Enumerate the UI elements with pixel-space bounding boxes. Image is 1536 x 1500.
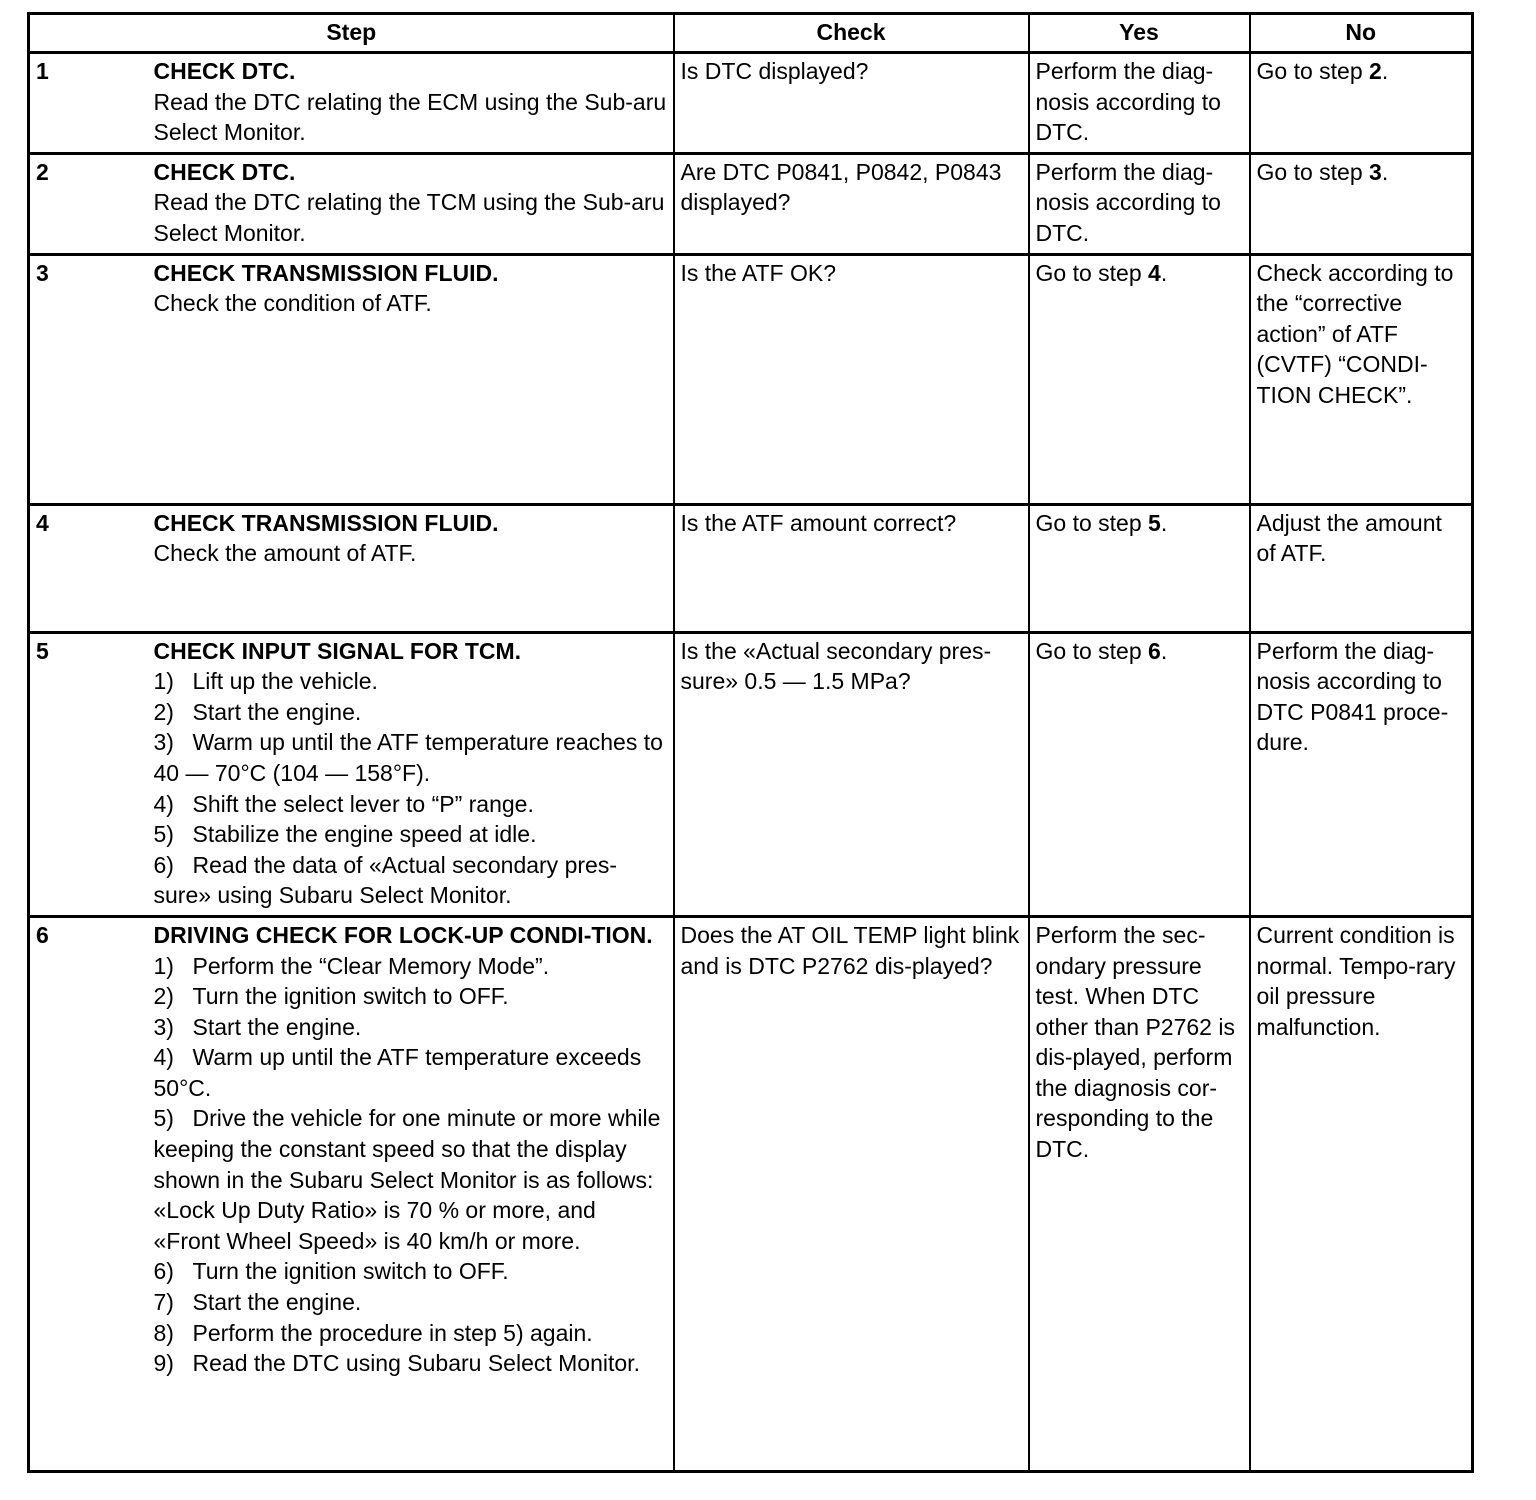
substep	[154, 727, 667, 788]
substep-text: Read the DTC using Subaru Select Monitor.	[192, 1350, 640, 1377]
substep-text: Start the engine.	[192, 1013, 362, 1040]
header-step: Step	[29, 14, 674, 53]
substep-number: 1)	[153, 668, 174, 695]
substep-text: Read the data of «Actual secondary pres-sure» using Subaru Select Monitor.	[153, 851, 617, 909]
table-row	[29, 153, 1473, 254]
step-number: 3	[29, 254, 148, 504]
yes-text: Go to step	[1035, 509, 1149, 536]
check-cell: Does the AT OIL TEMP light blink and is DTC P2762 dis-played?	[674, 916, 1029, 1471]
yes-cell: Perform the sec-ondary pressure test. When DTC other than P2762 is dis-played, perform the diagnosis cor-responding to the DTC.	[1029, 916, 1250, 1471]
substep	[154, 666, 667, 697]
step-cell	[148, 916, 674, 1471]
step-cell	[148, 254, 674, 504]
step-ref: 6	[1148, 637, 1161, 664]
substep-text: Perform the procedure in step 5) again.	[192, 1319, 593, 1346]
no-text: Go to step	[1256, 158, 1370, 185]
yes-cell	[1029, 632, 1250, 916]
substep-number: 6)	[153, 851, 174, 878]
substep-text: Stabilize the engine speed at idle.	[192, 821, 537, 848]
substep	[154, 1287, 667, 1318]
yes-text: Go to step	[1035, 259, 1149, 286]
yes-cell: Perform the diag-nosis according to DTC.	[1029, 53, 1250, 154]
substep-number: 5)	[153, 1105, 174, 1132]
substep-number: 2)	[153, 698, 174, 725]
substep-text: Perform the “Clear Memory Mode”.	[192, 952, 550, 979]
header-check: Check	[674, 14, 1029, 53]
substep	[154, 1103, 667, 1256]
yes-suffix: .	[1160, 637, 1168, 664]
substep	[154, 1012, 667, 1043]
yes-suffix: .	[1160, 259, 1168, 286]
no-cell: Current condition is normal. Tempo-rary oil pressure malfunction.	[1250, 916, 1473, 1471]
substep	[154, 819, 667, 850]
substep-number: 4)	[153, 790, 174, 817]
substep-text: Warm up until the ATF temperature reaches to 40 — 70°C (104 — 158°F).	[153, 729, 663, 786]
step-cell	[148, 53, 674, 154]
substep	[154, 850, 667, 911]
substep-number: 8)	[153, 1319, 174, 1346]
step-cell	[148, 632, 674, 916]
substep	[154, 951, 667, 982]
no-cell: Perform the diag-nosis according to DTC P0841 proce-dure.	[1250, 632, 1473, 916]
step-title: CHECK INPUT SIGNAL FOR TCM.	[153, 637, 522, 664]
substep-number: 4)	[153, 1044, 174, 1071]
check-cell: Is the ATF amount correct?	[674, 504, 1029, 632]
step-ref: 4	[1148, 259, 1161, 286]
step-description: Check the amount of ATF.	[153, 540, 417, 567]
yes-cell	[1029, 254, 1250, 504]
step-description: Read the DTC relating the TCM using the Sub-aru Select Monitor.	[153, 189, 665, 246]
diagnostic-procedure-table	[27, 12, 1474, 1473]
substep-text: Shift the select lever to “P” range.	[192, 790, 534, 817]
substep-number: 2)	[153, 983, 174, 1010]
table-row	[29, 632, 1473, 916]
step-title: CHECK DTC.	[153, 58, 296, 84]
yes-suffix: .	[1160, 509, 1168, 536]
check-cell: Is the «Actual secondary pres-sure» 0.5 — 1.5 MPa?	[674, 632, 1029, 916]
step-number: 2	[29, 153, 148, 254]
step-number: 4	[29, 504, 148, 632]
yes-text: Go to step	[1035, 637, 1149, 664]
substep	[154, 789, 667, 820]
step-number: 1	[29, 53, 148, 154]
table-row	[29, 53, 1473, 154]
yes-cell	[1029, 504, 1250, 632]
substep	[154, 1042, 667, 1103]
substep-text: Lift up the vehicle.	[192, 668, 378, 695]
no-cell: Adjust the amount of ATF.	[1250, 504, 1473, 632]
substep-number: 7)	[153, 1289, 174, 1316]
no-cell	[1250, 153, 1473, 254]
check-cell: Is DTC displayed?	[674, 53, 1029, 154]
substep-number: 3)	[153, 729, 174, 756]
substep-number: 3)	[153, 1013, 174, 1040]
step-ref: 3	[1369, 158, 1382, 185]
step-title: CHECK TRANSMISSION FLUID.	[153, 509, 499, 536]
substep-text: Start the engine.	[192, 698, 362, 725]
table-row	[29, 254, 1473, 504]
step-ref: 2	[1369, 58, 1382, 84]
substep	[154, 697, 667, 728]
step-description: Check the condition of ATF.	[153, 290, 432, 317]
step-number: 5	[29, 632, 148, 916]
step-ref: 5	[1148, 509, 1161, 536]
substep-number: 5)	[153, 821, 174, 848]
step-cell	[148, 504, 674, 632]
substep-text: Warm up until the ATF temperature exceeds 50°C.	[153, 1044, 642, 1101]
substep	[154, 1256, 667, 1287]
substep-text: Drive the vehicle for one minute or more while keeping the constant speed so that the display shown in the Subaru Select Monitor is as follows: «Lock Up Duty Ratio» is 70 % or more, and «Front Wheel Speed» is 40 km/h or more.	[153, 1105, 661, 1254]
substep-text: Start the engine.	[192, 1289, 362, 1316]
yes-cell: Perform the diag-nosis according to DTC.	[1029, 153, 1250, 254]
substep	[154, 1318, 667, 1349]
check-cell: Are DTC P0841, P0842, P0843 displayed?	[674, 153, 1029, 254]
step-number: 6	[29, 916, 148, 1471]
step-cell	[148, 153, 674, 254]
substep-number: 1)	[153, 952, 174, 979]
substep-number: 9)	[153, 1350, 174, 1377]
substep	[154, 981, 667, 1012]
step-title: DRIVING CHECK FOR LOCK-UP CONDI-TION.	[153, 921, 653, 948]
substep-text: Turn the ignition switch to OFF.	[192, 983, 509, 1010]
substep-number: 6)	[153, 1258, 174, 1285]
no-suffix: .	[1381, 158, 1389, 185]
header-yes: Yes	[1029, 14, 1250, 53]
step-description: Read the DTC relating the ECM using the Sub-aru Select Monitor.	[153, 88, 667, 146]
header-no: No	[1250, 14, 1473, 53]
no-text: Go to step	[1256, 58, 1370, 84]
no-cell	[1250, 53, 1473, 154]
step-title: CHECK DTC.	[153, 158, 296, 185]
step-title: CHECK TRANSMISSION FLUID.	[153, 259, 499, 286]
table-row	[29, 916, 1473, 1471]
substep	[154, 1348, 667, 1379]
no-cell: Check according to the “corrective action” of ATF (CVTF) “CONDI-TION CHECK”.	[1250, 254, 1473, 504]
no-suffix: .	[1381, 58, 1389, 84]
table-row	[29, 504, 1473, 632]
substep-text: Turn the ignition switch to OFF.	[192, 1258, 509, 1285]
check-cell: Is the ATF OK?	[674, 254, 1029, 504]
header-row	[29, 14, 1473, 53]
